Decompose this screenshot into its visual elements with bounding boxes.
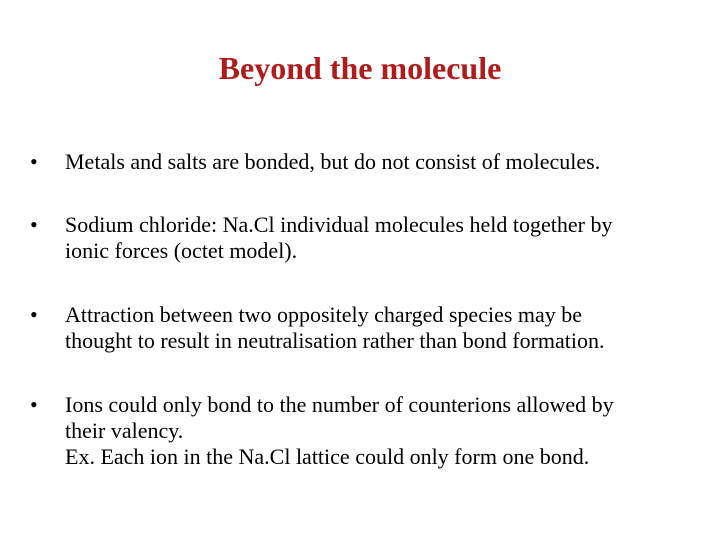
bullet-text [65,302,680,354]
bullet-line: ionic forces (octet model). [65,238,298,263]
bullet-line: their valency. [65,418,184,443]
slide-title: Beyond the molecule [218,50,502,86]
bullet-line: Sodium chloride: Na.Cl individual molecules held together by [65,212,613,237]
bullet-dot: • [30,212,38,237]
bullet-item [30,212,680,264]
bullet-line: Ions could only bond to the number of counterions allowed by [65,392,614,417]
bullet-item [30,149,680,175]
bullet-text [65,392,680,470]
bullet-dot: • [30,149,38,174]
bullet-dot: • [30,392,38,417]
bullet-line: Attraction between two oppositely charged species may be [65,302,583,327]
bullet-item [30,392,680,470]
bullet-dot: • [30,302,38,327]
bullet-item [30,302,680,354]
bullet-line: Ex. Each ion in the Na.Cl lattice could only form one bond. [65,444,590,469]
bullet-line: thought to result in neutralisation rather than bond formation. [65,328,605,353]
bullet-text [65,212,680,264]
bullet-line: Metals and salts are bonded, but do not consist of molecules. [65,149,601,174]
bullet-text [65,149,680,175]
